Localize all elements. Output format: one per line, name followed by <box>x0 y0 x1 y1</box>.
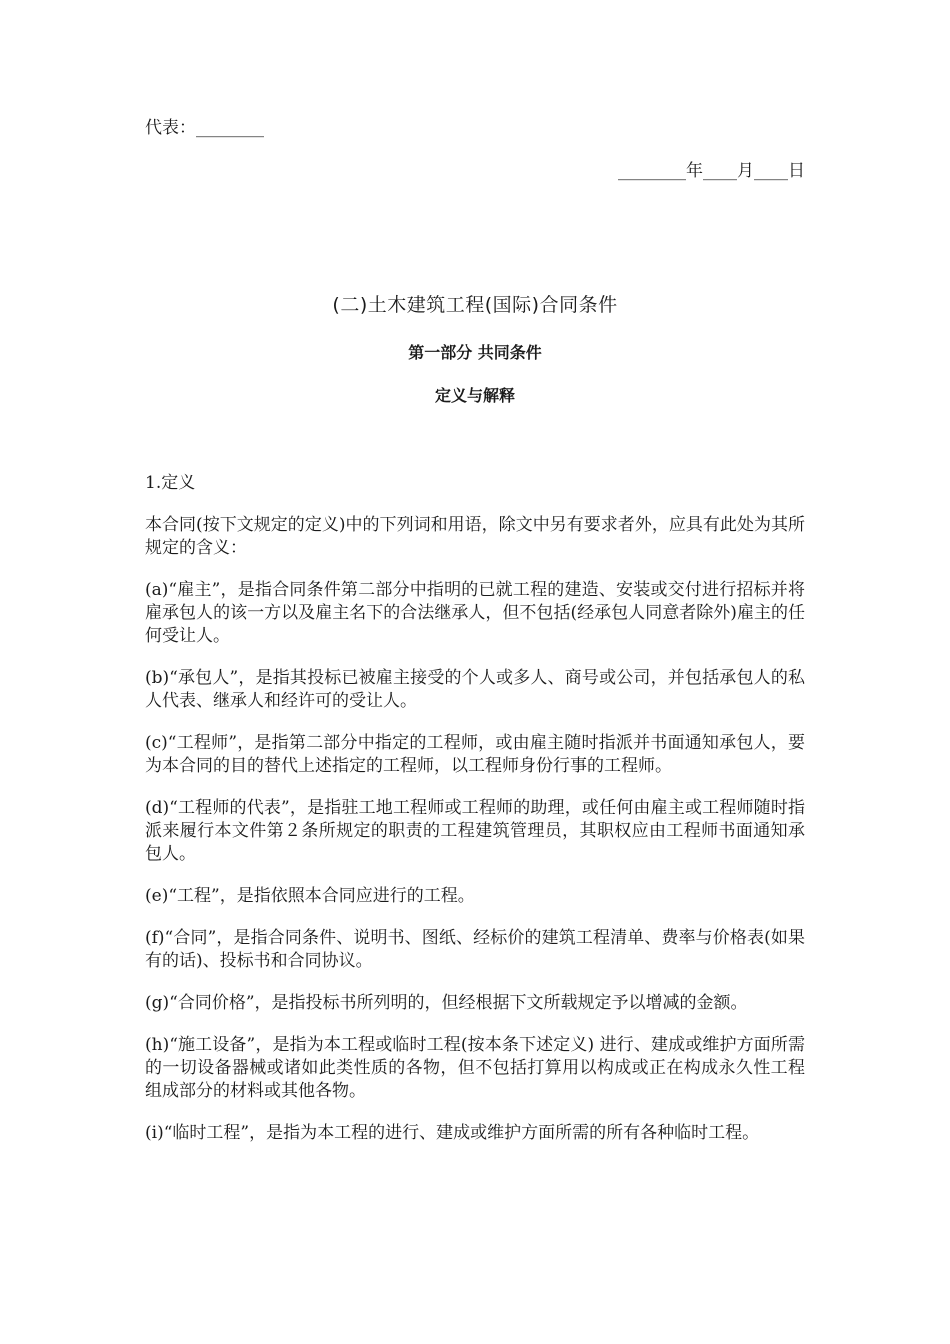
definition-contract-price: (g)“合同价格”，是指投标书所列明的，但经根据下文所载规定予以增减的金额。 <box>145 993 748 1013</box>
definition-constructional-plant: (h)“施工设备”，是指为本工程或临时工程(按本条下述定义) 进行、建成或维护方面所需的一切设备器械或诸如此类性质的各物，但不包括打算用以构成或正在构成永久性工程组成部分的材料或其他各物。 <box>145 1035 805 1101</box>
definition-works: (e)“工程”，是指依照本合同应进行的工程。 <box>145 886 475 906</box>
definition-employer: (a)“雇主”，是指合同条件第二部分中指明的已就工程的建造、安装或交付进行招标并将雇承包人的该一方以及雇主名下的合法继承人，但不包括(经承包人同意者除外)雇主的任何受让人。 <box>145 580 805 646</box>
definition-contract: (f)“合同”，是指合同条件、说明书、图纸、经标价的建筑工程清单、费率与价格表(如果有的话)、投标书和合同协议。 <box>145 928 805 971</box>
definition-engineer-representative: (d)“工程师的代表”，是指驻工地工程师或工程师的助理，或任何由雇主或工程师随时指派来履行本文件第２条所规定的职责的工程建筑管理员，其职权应由工程师书面通知承包人。 <box>145 798 805 864</box>
date-line: ________年____月____日 <box>618 161 805 181</box>
representative-line: 代表：________ <box>145 118 264 138</box>
section-heading: 定义与解释 <box>434 386 515 405</box>
document-title: (二)土木建筑工程(国际)合同条件 <box>332 294 618 316</box>
clause-heading: 1.定义 <box>145 473 196 493</box>
definition-temporary-works: (i)“临时工程”，是指为本工程的进行、建成或维护方面所需的所有各种临时工程。 <box>145 1123 760 1143</box>
definition-contractor: (b)“承包人”，是指其投标已被雇主接受的个人或多人、商号或公司，并包括承包人的私人代表、继承人和经许可的受让人。 <box>145 668 805 711</box>
part-heading: 第一部分 共同条件 <box>408 343 542 362</box>
definition-engineer: (c)“工程师”，是指第二部分中指定的工程师，或由雇主随时指派并书面通知承包人，要为本合同的目的替代上述指定的工程师，以工程师身份行事的工程师。 <box>145 733 805 776</box>
document-body <box>145 472 805 1164</box>
paragraph-intro: 本合同(按下文规定的定义)中的下列词和用语，除文中另有要求者外，应具有此处为其所规定的含义： <box>145 515 805 558</box>
